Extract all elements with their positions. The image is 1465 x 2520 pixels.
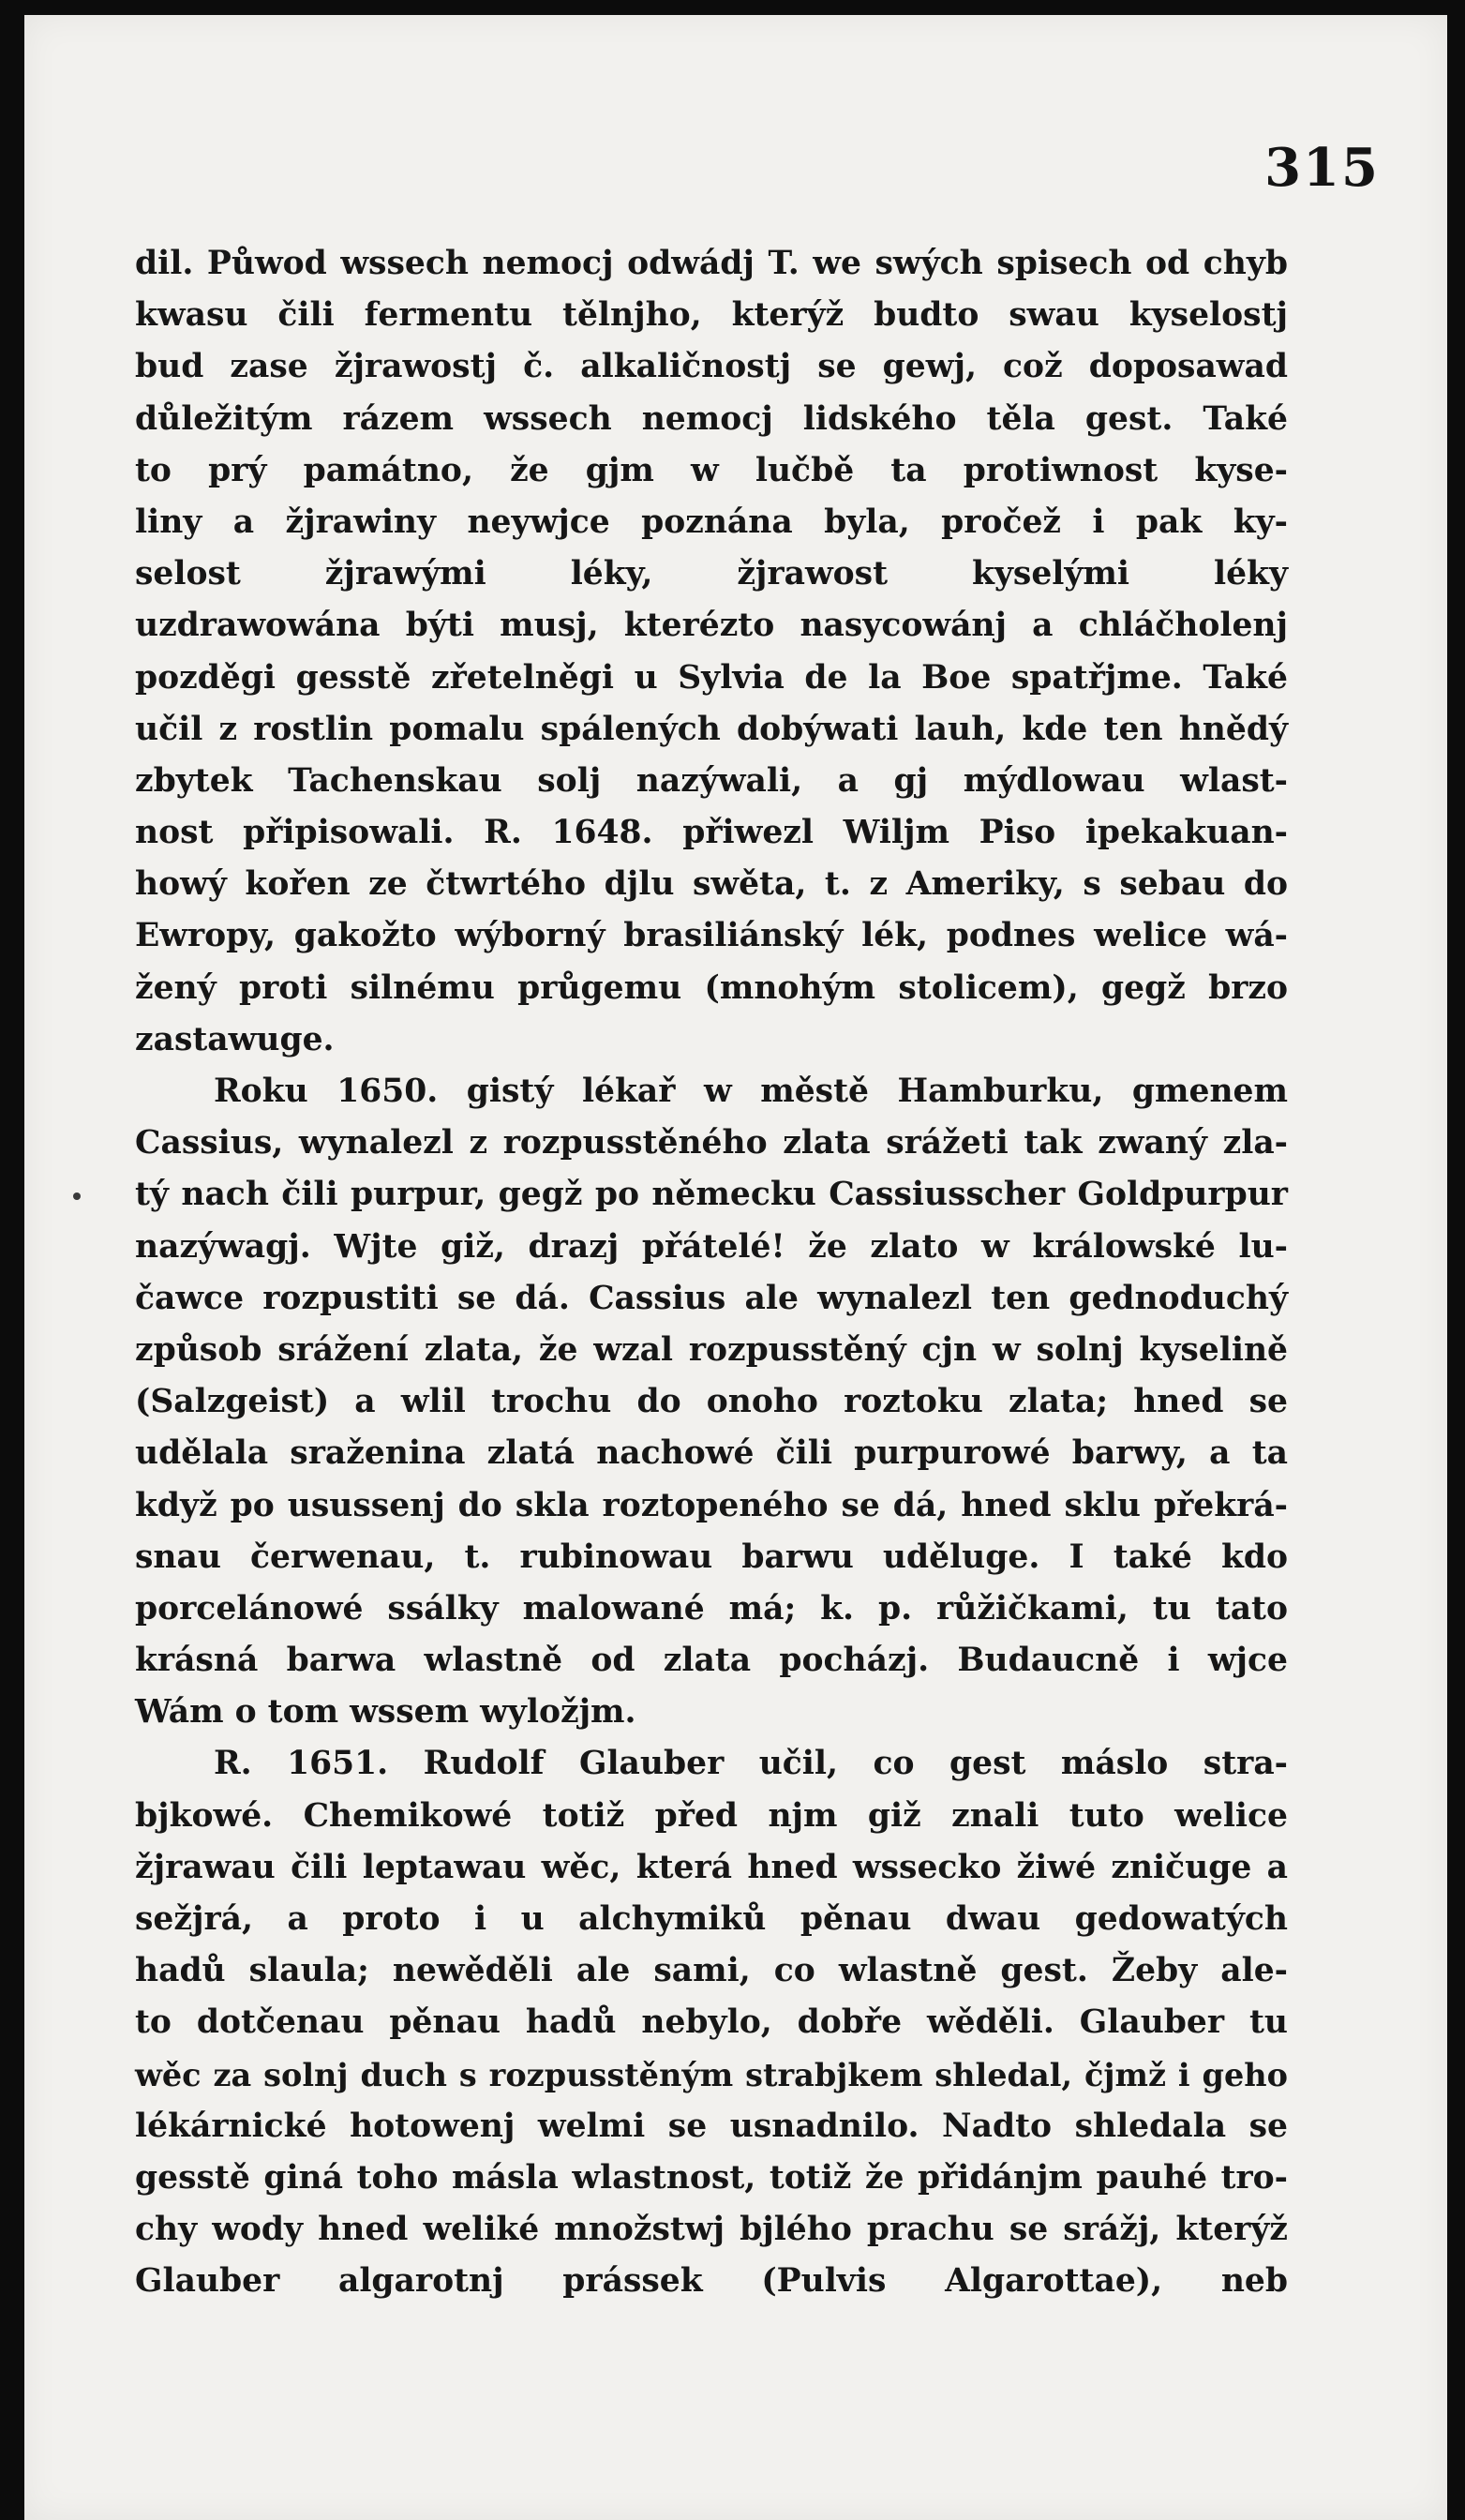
text-line: hadů slaula; newěděli ale sami, co wlastně gest. Žeby ale- [135, 1952, 1288, 1990]
text-line: sežjrá, a proto i u alchymiků pěnau dwau gedowatých [135, 1900, 1288, 1938]
text-line: důležitým rázem wssech nemocj lidského těla gest. Také [135, 399, 1288, 438]
text-line: uzdrawowána býti musj, kterézto nasycowánj a chláčholenj [135, 607, 1288, 645]
text-line: Cassius, wynalezl z rozpusstěného zlata srážeti tak zwaný zla- [135, 1124, 1288, 1162]
text-line: když po usussenj do skla roztopeného se dá, hned sklu překrá- [135, 1486, 1288, 1524]
text-line: snau čerwenau, t. rubinowau barwu uděluge. I také kdo [135, 1538, 1288, 1576]
text-line: udělala sraženina zlatá nachowé čili purpurowé barwy, a ta [135, 1434, 1288, 1473]
text-line: způsob srážení zlata, že wzal rozpusstěný cjn w solnj kyselině [135, 1330, 1288, 1369]
text-line: R. 1651. Rudolf Glauber učil, co gest máslo stra- [214, 1745, 1288, 1783]
text-line: selost žjrawými léky, žjrawost kyselými léky [135, 555, 1288, 593]
text-line: Wám o tom wssem wyložjm. [135, 1693, 636, 1732]
margin-mark [73, 1192, 81, 1200]
text-line: čawce rozpustiti se dá. Cassius ale wynalezl ten gednoduchý [135, 1279, 1288, 1317]
text-line: Glauber algarotnj prássek (Pulvis Algarottae), neb [135, 2262, 1288, 2301]
text-line: bud zase žjrawostj č. alkaličnostj se gewj, což doposawad [135, 348, 1288, 386]
text-line: pozděgi gesstě zřetelněgi u Sylvia de la Boe spatřjme. Také [135, 658, 1288, 697]
book-page [24, 15, 1447, 2520]
body-text [135, 238, 1288, 2308]
text-line: porcelánowé ssálky malowané má; k. p. růžičkami, tu tato [135, 1589, 1288, 1628]
text-line: nazýwagj. Wjte giž, drazj přátelé! že zlato w králowské lu- [135, 1227, 1288, 1266]
text-line: chy wody hned weliké množstwj bjlého prachu se srážj, kterýž [135, 2211, 1288, 2249]
text-line: howý kořen ze čtwrtého djlu swěta, t. z Ameriky, s sebau do [135, 865, 1288, 904]
text-line: Roku 1650. gistý lékař w městě Hamburku, gmenem [214, 1072, 1288, 1110]
text-line: liny a žjrawiny neywjce poznána byla, pročež i pak ky- [135, 502, 1288, 541]
text-line: to dotčenau pěnau hadů nebylo, dobře wěděli. Glauber tu [135, 2003, 1288, 2042]
text-line: lékárnické hotowenj welmi se usnadnilo. Nadto shledala se [135, 2107, 1288, 2145]
text-line: kwasu čili fermentu tělnjho, kterýž budto swau kyselostj [135, 296, 1288, 335]
text-line: bjkowé. Chemikowé totiž před njm giž znali tuto welice [135, 1796, 1288, 1835]
text-line: dil. Půwod wssech nemocj odwádj T. we swých spisech od chyb [135, 245, 1288, 282]
text-line: zastawuge. [135, 1020, 335, 1058]
page-number: 315 [1264, 137, 1380, 199]
text-line: wěc za solnj duch s rozpusstěným strabjkem shledal, čjmž i geho [135, 2056, 1288, 2093]
text-line: učil z rostlin pomalu spálených dobýwati lauh, kde ten hnědý [135, 710, 1288, 748]
text-line: nost připisowali. R. 1648. přiwezl Wiljm Piso ipekakuan- [135, 814, 1288, 852]
text-line: tý nach čili purpur, gegž po německu Cassiusscher Goldpurpur [135, 1176, 1288, 1214]
text-line: žjrawau čili leptawau wěc, která hned wssecko žiwé zničuge a [135, 1848, 1288, 1886]
text-line: krásná barwa wlastně od zlata pocházj. Budaucně i wjce [135, 1642, 1288, 1680]
text-line: to prý památno, že gjm w lučbě ta protiwnost kyse- [135, 451, 1288, 489]
text-line: gesstě giná toho másla wlastnost, totiž že přidánjm pauhé tro- [135, 2158, 1288, 2197]
text-line: Ewropy, gakožto wýborný brasiliánský lék, podnes welice wá- [135, 917, 1288, 955]
text-line: zbytek Tachenskau solj nazýwali, a gj mýdlowau wlast- [135, 761, 1288, 800]
text-line: žený proti silnému průgemu (mnohým stolicem), gegž brzo [135, 968, 1288, 1007]
text-line: (Salzgeist) a wlil trochu do onoho roztoku zlata; hned se [135, 1383, 1288, 1421]
